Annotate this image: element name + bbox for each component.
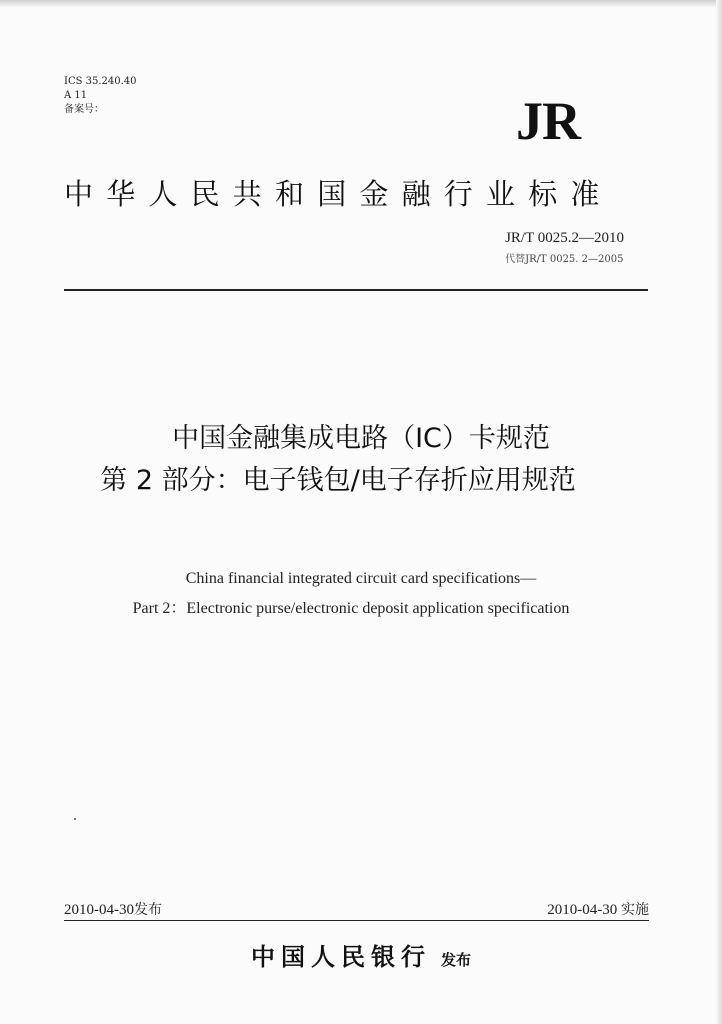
ics-code: ICS 35.240.40	[64, 76, 137, 87]
jr-logo: JR	[516, 91, 580, 151]
page-edge-shadow-right	[716, 0, 722, 1024]
title-en-line1: China financial integrated circuit card specifications—	[185, 570, 537, 587]
filing-number-label: 备案号：	[64, 104, 104, 115]
standard-code: JR/T 0025.2—2010	[505, 230, 624, 246]
title-en-line2: Part 2：Electronic purse/electronic deposit application specification	[132, 600, 570, 617]
page-edge-shadow-top	[0, 0, 722, 8]
replaces-standard: 代替JR/T 0025. 2—2005	[505, 254, 624, 265]
issue-date: 2010-04-30	[64, 902, 134, 918]
publisher-name: 中国人民银行	[250, 943, 431, 971]
publisher-block	[0, 937, 722, 972]
effective-date: 2010-04-30	[547, 902, 618, 918]
header-divider	[64, 289, 648, 291]
footer-divider	[64, 920, 649, 921]
effective-label: 实施	[621, 902, 649, 918]
classification-block	[64, 75, 137, 117]
scan-speck	[74, 818, 76, 820]
publisher-action: 发布	[440, 951, 471, 969]
document-title-zh	[0, 418, 722, 502]
category-code: A 11	[64, 90, 88, 101]
effective-date-block	[547, 899, 649, 919]
document-title-en	[0, 564, 722, 624]
organization-standard-title: 中华人民共和国金融行业标准	[64, 177, 613, 211]
standard-number-block	[505, 230, 624, 265]
title-zh-line1: 中国金融集成电路（IC）卡规范	[172, 423, 550, 454]
title-zh-line2: 第 2 部分：电子钱包/电子存折应用规范	[100, 465, 576, 496]
issue-label: 发布	[134, 902, 162, 918]
issue-date-block	[64, 899, 162, 919]
